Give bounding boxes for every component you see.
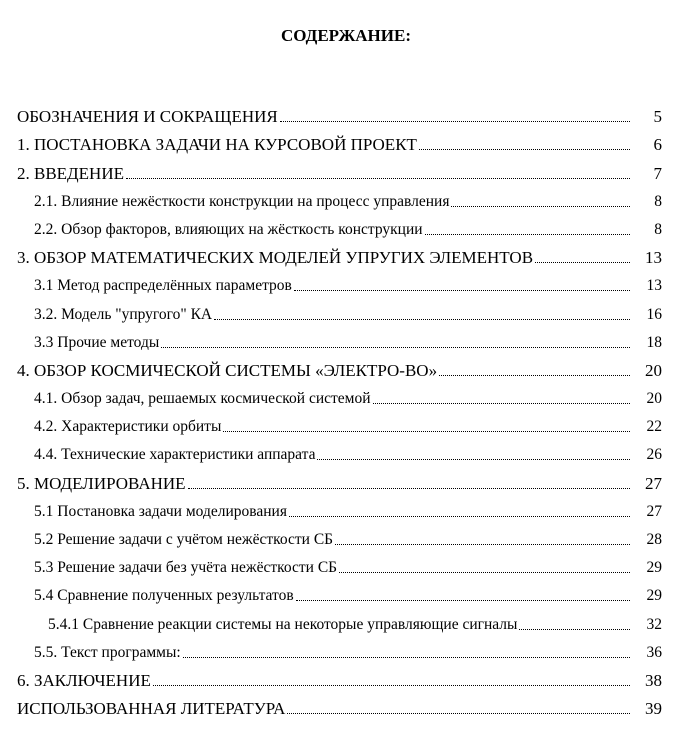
toc-entry[interactable] [0, 411, 692, 439]
toc-entry-label: 5.4 Сравнение полученных результатов [34, 587, 294, 605]
toc-entry-page-number: 20 [646, 390, 662, 408]
toc-entry-label: 3.2. Модель "упругого" КА [34, 305, 213, 323]
toc-entry[interactable] [0, 383, 692, 411]
dot-leader [153, 685, 630, 686]
toc-entry[interactable] [0, 298, 692, 326]
toc-entry-page-number: 26 [646, 446, 662, 464]
toc-entry[interactable] [0, 608, 692, 636]
toc-entry[interactable] [0, 693, 692, 721]
toc-entry[interactable] [0, 637, 692, 665]
toc-entry-label: 5.3 Решение задачи без учёта нежёсткости СБ [34, 559, 338, 577]
toc-entry[interactable] [0, 129, 692, 157]
toc-entry-page-number: 18 [646, 333, 662, 351]
toc-entry-label: 4.1. Обзор задач, решаемых космической системой [34, 390, 371, 408]
toc-entry-page-number: 8 [654, 220, 662, 238]
toc-entry[interactable] [0, 496, 692, 524]
toc-entry[interactable] [0, 186, 692, 214]
toc-entry-page-number: 16 [646, 305, 662, 323]
toc-entry-label: 5. МОДЕЛИРОВАНИЕ [17, 473, 186, 493]
dot-leader [339, 572, 630, 573]
toc-entry-page-number: 8 [654, 192, 662, 210]
toc-entry-page-number: 27 [645, 473, 662, 493]
toc-entry[interactable] [0, 439, 692, 467]
dot-leader [373, 403, 630, 404]
toc-entry-page-number: 29 [646, 587, 662, 605]
toc-entry-label: 5.1 Постановка задачи моделирования [34, 502, 287, 520]
toc-entry-page-number: 28 [646, 531, 662, 548]
toc-entry-label: 2. ВВЕДЕНИЕ [17, 163, 124, 183]
toc-entry[interactable] [0, 327, 692, 355]
dot-leader [183, 657, 630, 658]
toc-entry-label: ОБОЗНАЧЕНИЯ И СОКРАЩЕНИЯ [17, 107, 278, 127]
dot-leader [535, 262, 630, 263]
toc-entry-label: 5.2 Решение задачи с учётом нежёсткости СБ [34, 531, 334, 548]
toc-entry-label: 3. ОБЗОР МАТЕМАТИЧЕСКИХ МОДЕЛЕЙ УПРУГИХ ЭЛЕМЕНТОВ [17, 248, 534, 268]
dot-leader [280, 121, 630, 122]
toc-entry-label: 3.1 Метод распределённых параметров [34, 277, 292, 295]
toc-entry-page-number: 5 [653, 107, 662, 127]
dot-leader [289, 516, 630, 517]
toc-entry-label: 5.5. Текст программы: [34, 643, 181, 661]
toc-entry-page-number: 36 [646, 643, 662, 661]
toc-entry-page-number: 13 [645, 248, 662, 268]
toc-entry[interactable] [0, 355, 692, 383]
toc-entry-label: 4.2. Характеристики орбиты [34, 418, 222, 436]
dot-leader [425, 234, 630, 235]
dot-leader [214, 319, 630, 320]
toc-entry-page-number: 27 [646, 502, 662, 520]
toc-entry-page-number: 13 [646, 277, 662, 295]
toc-entry[interactable] [0, 467, 692, 495]
dot-leader [126, 178, 630, 179]
dot-leader [296, 600, 630, 601]
dot-leader [419, 149, 630, 150]
dot-leader [188, 488, 630, 489]
toc-entry-page-number: 38 [645, 670, 662, 690]
toc-entry[interactable] [0, 552, 692, 580]
dot-leader [439, 375, 630, 376]
toc-entry-page-number: 20 [645, 360, 662, 380]
toc-entry-page-number: 7 [653, 163, 662, 183]
dot-leader [317, 459, 630, 460]
dot-leader [287, 713, 630, 714]
toc-entry-label: 6. ЗАКЛЮЧЕНИЕ [17, 670, 151, 690]
toc-entry[interactable] [0, 524, 692, 552]
toc-entry[interactable] [0, 101, 692, 129]
toc-entry-page-number: 6 [653, 135, 662, 155]
page-title: СОДЕРЖАНИЕ: [280, 26, 411, 45]
toc-entry[interactable] [0, 580, 692, 608]
toc-entry-label: 3.3 Прочие методы [34, 333, 160, 351]
dot-leader [223, 431, 630, 432]
dot-leader [335, 544, 630, 545]
toc-entry-label: 1. ПОСТАНОВКА ЗАДАЧИ НА КУРСОВОЙ ПРОЕКТ [17, 135, 417, 155]
toc-entry[interactable] [0, 270, 692, 298]
toc-entry-page-number: 39 [645, 699, 662, 719]
toc-entry-label: ИСПОЛЬЗОВАННАЯ ЛИТЕРАТУРА [17, 699, 286, 719]
toc-entry-page-number: 32 [646, 615, 662, 633]
dot-leader [161, 347, 630, 348]
toc-entry[interactable] [0, 665, 692, 693]
dot-leader [294, 290, 630, 291]
toc-entry-page-number: 22 [646, 418, 662, 436]
toc-entry[interactable] [0, 157, 692, 185]
dot-leader [451, 206, 630, 207]
toc-entry[interactable] [0, 214, 692, 242]
dot-leader [519, 629, 630, 630]
toc-entry-label: 4.4. Технические характеристики аппарата [34, 446, 316, 464]
toc-entry-label: 2.1. Влияние нежёсткости конструкции на процесс управления [34, 192, 450, 210]
table-of-contents [0, 101, 692, 721]
toc-entry-label: 5.4.1 Сравнение реакции системы на некоторые управляющие сигналы [48, 615, 518, 633]
toc-entry-label: 4. ОБЗОР КОСМИЧЕСКОЙ СИСТЕМЫ «ЭЛЕКТРО-ВО» [17, 360, 438, 380]
toc-entry[interactable] [0, 242, 692, 270]
toc-entry-page-number: 29 [646, 559, 662, 577]
toc-entry-label: 2.2. Обзор факторов, влияющих на жёсткость конструкции [34, 220, 423, 238]
